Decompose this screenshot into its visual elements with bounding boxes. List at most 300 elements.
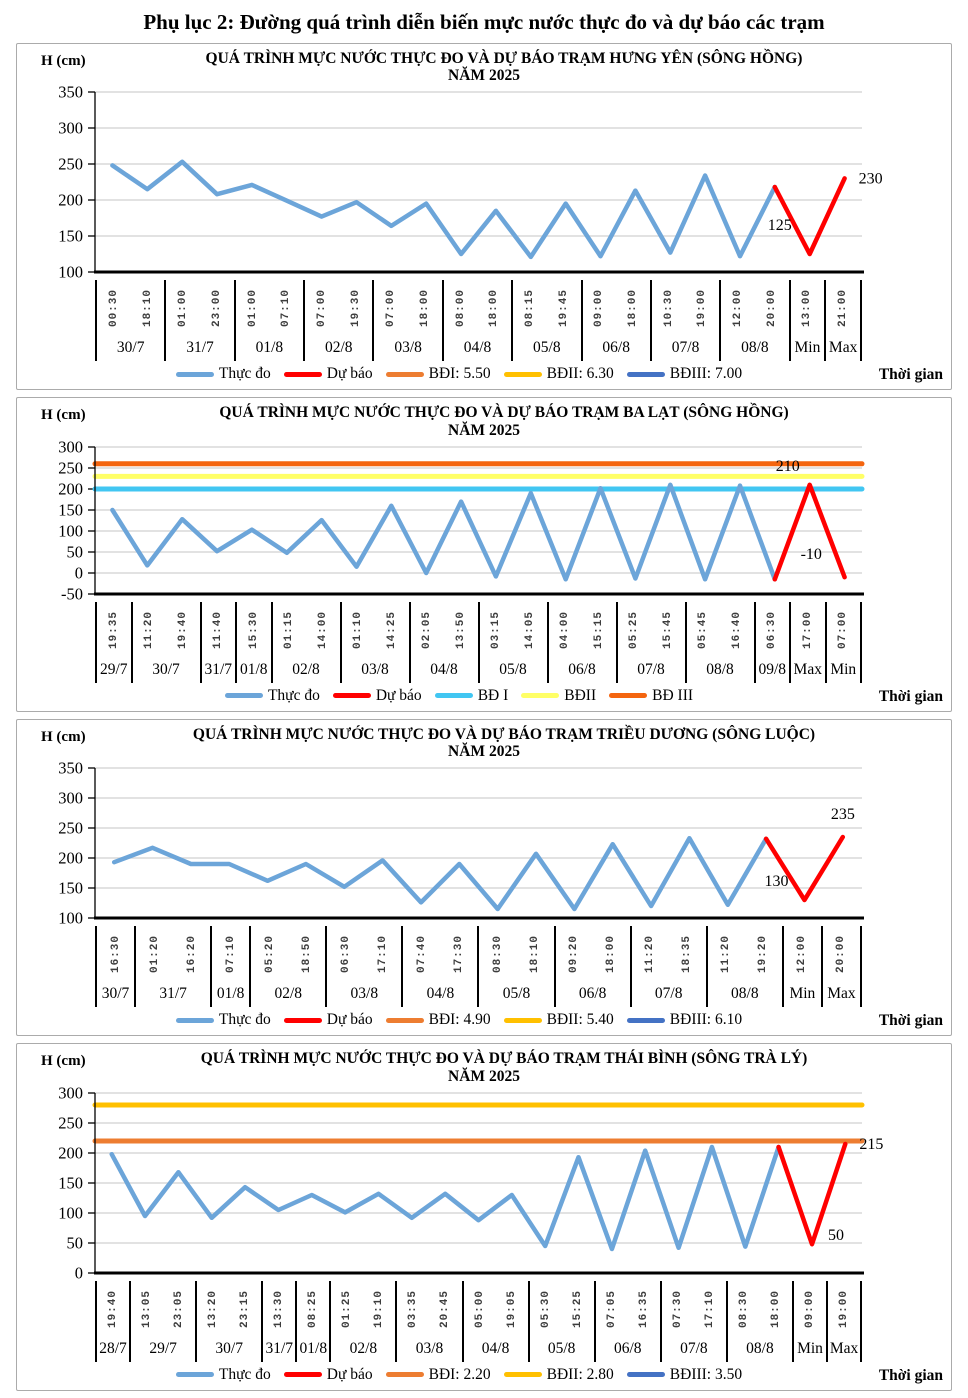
- x-date-group: [719, 280, 788, 361]
- x-time-label: 05:45: [697, 610, 710, 649]
- x-date-group: [789, 602, 825, 683]
- x-date-label: 06/8: [578, 985, 607, 1003]
- x-date-label: 08/8: [741, 339, 769, 357]
- legend-line-swatch: [284, 372, 322, 377]
- legend-item: [521, 687, 596, 705]
- x-time-label: 02:05: [421, 610, 434, 649]
- x-date-label: Max: [828, 339, 858, 357]
- x-date-label: 30/7: [215, 1339, 243, 1357]
- x-time-label: 11:20: [644, 935, 657, 974]
- x-date-group: [650, 280, 719, 361]
- x-date-label: 05/8: [502, 985, 531, 1003]
- x-time-label: 07:05: [605, 1289, 618, 1328]
- x-date-group: [825, 602, 863, 683]
- x-date-label: 30/7: [101, 985, 130, 1003]
- x-time-label: 18:35: [681, 935, 694, 974]
- x-date-group: [261, 1281, 295, 1362]
- y-tick-label: 100: [58, 521, 83, 541]
- legend-line-swatch: [176, 1018, 214, 1023]
- x-date-label: 31/7: [159, 985, 187, 1003]
- x-time-label: 07:30: [671, 1289, 684, 1328]
- x-date-group: [821, 926, 862, 1007]
- line-chart-canvas: [17, 1085, 951, 1281]
- x-time-label: 18:10: [141, 289, 154, 328]
- x-time-label: 01:15: [283, 610, 296, 649]
- x-date-group: [726, 1281, 792, 1362]
- legend-item: [284, 1366, 373, 1384]
- x-axis-title: Thời gian: [878, 366, 943, 384]
- series-observed: [112, 1147, 779, 1249]
- x-date-group: [782, 926, 821, 1007]
- x-date-label: 06/8: [602, 339, 630, 357]
- x-time-label: 10:30: [662, 289, 675, 328]
- x-time-label: 18:00: [627, 289, 640, 328]
- legend-item: [627, 1366, 742, 1384]
- x-date-label: 08/8: [746, 1339, 774, 1357]
- x-date-group: [271, 602, 340, 683]
- x-time-label: 16:20: [185, 935, 198, 974]
- x-time-label: 19:45: [557, 289, 570, 328]
- legend-line-swatch: [504, 372, 542, 377]
- x-time-label: 19:00: [838, 1289, 851, 1328]
- x-date-label: 01/8: [255, 339, 284, 357]
- series-forecast: [775, 485, 845, 580]
- x-time-label: 05:00: [473, 1289, 486, 1328]
- x-time-label: 17:10: [376, 935, 389, 974]
- x-time-label: 23:00: [210, 289, 223, 328]
- y-tick-label: 300: [58, 438, 83, 457]
- x-date-label: Min: [794, 339, 821, 357]
- legend-item: [176, 1366, 271, 1384]
- y-tick-label: 100: [58, 908, 83, 927]
- x-date-label: 30/7: [152, 660, 180, 678]
- x-axis-table: [95, 1281, 862, 1362]
- x-time-label: 07:40: [415, 935, 428, 974]
- y-tick-label: 150: [58, 1173, 83, 1193]
- x-axis-title: Thời gian: [878, 1012, 943, 1030]
- legend-label: Dự báo: [326, 1365, 373, 1383]
- series-observed: [112, 485, 774, 580]
- legend-line-swatch: [284, 1372, 322, 1377]
- x-date-group: [95, 602, 131, 683]
- x-time-label: 09:20: [568, 935, 581, 974]
- y-tick-label: 250: [58, 154, 83, 174]
- legend-label: Dự báo: [326, 365, 373, 383]
- x-date-group: [395, 1281, 461, 1362]
- x-date-label: 08/8: [706, 660, 734, 678]
- chart-title: QUÁ TRÌNH MỰC NƯỚC THỰC ĐO VÀ DỰ BÁO TRẠM THÁI BÌNH (SÔNG TRÀ LÝ): [200, 1050, 808, 1068]
- x-date-label: 07/8: [637, 660, 665, 678]
- legend-line-swatch: [609, 693, 647, 698]
- y-tick-label: 250: [58, 818, 83, 838]
- legend-line-swatch: [435, 693, 473, 698]
- x-date-group: [442, 280, 511, 361]
- x-time-label: 19:40: [107, 1289, 120, 1328]
- x-time-label: 03:35: [407, 1289, 420, 1328]
- legend-label: Thực đo: [218, 1365, 271, 1383]
- legend-row: [17, 1007, 951, 1033]
- y-tick-label: -50: [61, 584, 83, 602]
- x-date-label: 03/8: [350, 985, 379, 1003]
- y-tick-label: 200: [58, 190, 83, 210]
- legend-row: [17, 1362, 951, 1388]
- point-label: 230: [858, 170, 883, 188]
- x-time-label: 20:45: [439, 1289, 452, 1328]
- legend-line-swatch: [176, 1372, 214, 1377]
- x-date-group: [792, 1281, 826, 1362]
- x-date-group: [511, 280, 580, 361]
- legend-item: [284, 1011, 373, 1029]
- legend-item: [609, 687, 693, 705]
- y-tick-label: 150: [58, 500, 83, 520]
- legend-item: [176, 1011, 271, 1029]
- x-time-label: 07:10: [224, 935, 237, 974]
- x-date-label: 02/8: [349, 1339, 378, 1357]
- x-date-group: [409, 602, 478, 683]
- legend-item: [386, 1366, 491, 1384]
- chart-subtitle: NĂM 2025: [448, 67, 520, 85]
- x-time-label: 15:15: [592, 610, 605, 649]
- x-date-group: [401, 926, 477, 1007]
- x-time-label: 09:00: [593, 289, 606, 328]
- x-date-group: [462, 1281, 528, 1362]
- x-date-label: 28/7: [99, 1339, 127, 1357]
- x-axis-table: [95, 926, 862, 1007]
- x-time-label: 18:00: [769, 1289, 782, 1328]
- x-time-label: 12:00: [796, 935, 809, 974]
- x-date-group: [303, 280, 372, 361]
- y-tick-label: 0: [74, 1263, 83, 1281]
- x-date-group: [340, 602, 409, 683]
- x-time-label: 05:20: [263, 935, 276, 974]
- x-date-label: Min: [797, 1339, 823, 1357]
- x-date-group: [616, 602, 685, 683]
- x-time-label: 07:00: [385, 289, 398, 328]
- legend-item: [627, 365, 742, 383]
- x-time-label: 13:50: [454, 610, 467, 649]
- y-tick-label: 100: [58, 262, 83, 281]
- x-date-label: 04/8: [426, 985, 455, 1003]
- legend-items: [17, 1366, 951, 1384]
- x-time-label: 06:30: [339, 935, 352, 974]
- y-tick-label: 250: [58, 458, 83, 478]
- legend-row: [17, 361, 951, 387]
- series-observed: [112, 162, 774, 257]
- x-date-label: 03/8: [394, 339, 422, 357]
- y-tick-label: 200: [58, 1143, 83, 1163]
- x-time-label: 16:40: [730, 610, 743, 649]
- legend-line-swatch: [627, 1372, 665, 1377]
- x-time-label: 23:15: [239, 1289, 252, 1328]
- y-tick-label: 300: [58, 788, 83, 808]
- x-date-label: 05/8: [547, 1339, 576, 1357]
- x-time-label: 08:15: [523, 289, 536, 328]
- y-axis-unit-label: H (cm): [41, 1053, 86, 1070]
- legend-label: BĐI: 4.90: [428, 1011, 491, 1029]
- x-date-label: Min: [789, 985, 816, 1003]
- chart-panel-thai-binh: [16, 1043, 952, 1390]
- legend-item: [284, 365, 373, 383]
- x-date-label: 06/8: [613, 1339, 642, 1357]
- y-tick-label: 150: [58, 226, 83, 246]
- y-axis-unit-label: H (cm): [41, 407, 86, 424]
- x-time-label: 19:35: [107, 610, 120, 649]
- x-time-label: 07:00: [837, 610, 850, 649]
- x-time-label: 19:05: [505, 1289, 518, 1328]
- x-time-label: 17:30: [452, 935, 465, 974]
- y-tick-label: 350: [58, 84, 83, 102]
- legend-line-swatch: [386, 1372, 424, 1377]
- x-time-label: 17:00: [801, 610, 814, 649]
- x-date-label: 02/8: [324, 339, 353, 357]
- x-date-label: 29/7: [149, 1339, 177, 1357]
- x-date-label: 06/8: [568, 660, 596, 678]
- x-date-label: 04/8: [463, 339, 492, 357]
- x-date-group: [95, 280, 164, 361]
- chart-title: QUÁ TRÌNH MỰC NƯỚC THỰC ĐO VÀ DỰ BÁO TRẠM HƯNG YÊN (SÔNG HỒNG): [205, 50, 803, 67]
- x-date-group: [706, 926, 782, 1007]
- legend-label: BĐI: 2.20: [428, 1365, 491, 1383]
- x-time-label: 05:30: [539, 1289, 552, 1328]
- x-time-label: 19:10: [373, 1289, 386, 1328]
- x-date-label: 01/8: [239, 660, 268, 678]
- legend-row: [17, 683, 951, 709]
- x-date-group: [372, 280, 441, 361]
- x-date-group: [95, 926, 134, 1007]
- y-tick-label: 300: [58, 118, 83, 138]
- x-time-label: 07:10: [280, 289, 293, 328]
- y-tick-label: 0: [74, 563, 83, 583]
- chart-subtitle: NĂM 2025: [448, 743, 520, 761]
- x-date-label: Max: [793, 660, 822, 678]
- legend-line-swatch: [386, 1018, 424, 1023]
- legend-item: [504, 365, 614, 383]
- x-time-label: 13:20: [207, 1289, 220, 1328]
- legend-label: BĐ I: [477, 686, 509, 704]
- legend-label: BĐ III: [652, 686, 694, 704]
- legend-label: BĐII: [564, 686, 597, 704]
- line-chart-canvas: [17, 439, 951, 602]
- point-label: 210: [775, 457, 800, 475]
- x-date-label: 09/8: [758, 660, 787, 678]
- x-date-group: [547, 602, 616, 683]
- legend-line-swatch: [627, 372, 665, 377]
- y-tick-label: 50: [66, 542, 83, 562]
- x-date-label: 31/7: [186, 339, 214, 357]
- x-date-group: [826, 1281, 862, 1362]
- x-time-label: 16:35: [637, 1289, 650, 1328]
- chart-title: QUÁ TRÌNH MỰC NƯỚC THỰC ĐO VÀ DỰ BÁO TRẠM TRIỀU DƯƠNG (SÔNG LUỘC): [192, 725, 816, 743]
- legend-items: [17, 365, 951, 383]
- x-date-label: Max: [827, 985, 856, 1003]
- x-time-label: 04:00: [559, 610, 572, 649]
- y-tick-label: 250: [58, 1113, 83, 1133]
- chart-title: QUÁ TRÌNH MỰC NƯỚC THỰC ĐO VÀ DỰ BÁO TRẠM BA LẠT (SÔNG HỒNG): [219, 404, 789, 422]
- line-chart-canvas: [17, 84, 951, 280]
- line-chart-canvas: [17, 760, 951, 926]
- legend-item: [627, 1011, 742, 1029]
- legend-label: BĐII: 6.30: [546, 365, 614, 383]
- x-time-label: 18:50: [300, 935, 313, 974]
- x-time-label: 08:00: [454, 289, 467, 328]
- x-time-label: 08:30: [491, 935, 504, 974]
- x-date-group: [594, 1281, 660, 1362]
- legend-label: BĐIII: 3.50: [669, 1365, 743, 1383]
- chart-layers: [58, 1085, 883, 1281]
- x-time-label: 01:10: [352, 610, 365, 649]
- x-date-group: [581, 280, 650, 361]
- x-date-label: 08/8: [731, 985, 759, 1003]
- x-time-label: 01:00: [177, 289, 190, 328]
- x-date-group: [478, 602, 547, 683]
- x-date-group: [234, 280, 303, 361]
- x-time-label: 18:10: [529, 935, 542, 974]
- x-time-label: 13:30: [273, 1289, 286, 1328]
- legend-item: [333, 687, 422, 705]
- y-tick-label: 350: [58, 760, 83, 778]
- legend-item: [176, 365, 271, 383]
- legend-line-swatch: [627, 1018, 665, 1023]
- chart-layers: [58, 439, 864, 602]
- point-label: 130: [764, 873, 789, 891]
- legend-line-swatch: [386, 372, 424, 377]
- y-tick-label: 200: [58, 848, 83, 868]
- x-time-label: 03:15: [490, 610, 503, 649]
- chart-panel-trieu-duong: [16, 719, 952, 1036]
- x-date-label: 29/7: [99, 660, 128, 678]
- x-time-label: 19:30: [349, 289, 362, 328]
- x-date-group: [210, 926, 249, 1007]
- x-date-group: [477, 926, 553, 1007]
- legend-item: [225, 687, 320, 705]
- x-time-label: 15:45: [661, 610, 674, 649]
- x-date-label: 07/8: [680, 1339, 708, 1357]
- x-date-group: [200, 602, 236, 683]
- x-date-label: Max: [829, 1339, 859, 1357]
- legend-line-swatch: [333, 693, 371, 698]
- point-label: 50: [827, 1226, 844, 1244]
- x-date-label: 01/8: [299, 1339, 328, 1357]
- legend-item: [504, 1011, 614, 1029]
- legend-line-swatch: [176, 372, 214, 377]
- x-time-label: 19:00: [696, 289, 709, 328]
- x-time-label: 20:00: [835, 935, 848, 974]
- x-time-label: 23:05: [173, 1289, 186, 1328]
- legend-item: [386, 365, 491, 383]
- x-date-group: [754, 602, 790, 683]
- x-time-label: 11:40: [212, 610, 225, 649]
- point-label: 235: [830, 806, 855, 824]
- x-time-label: 14:05: [523, 610, 536, 649]
- x-date-label: 04/8: [481, 1339, 510, 1357]
- x-date-label: 05/8: [499, 660, 527, 678]
- x-date-label: 07/8: [654, 985, 683, 1003]
- chart-layers: [58, 760, 864, 926]
- x-time-label: 07:00: [315, 289, 328, 328]
- x-date-group: [789, 280, 825, 361]
- legend-label: Thực đo: [267, 686, 320, 704]
- x-time-label: 17:10: [703, 1289, 716, 1328]
- x-date-group: [685, 602, 754, 683]
- x-time-label: 05:25: [628, 610, 641, 649]
- chart-subtitle: NĂM 2025: [448, 1067, 520, 1085]
- x-time-label: 14:25: [385, 610, 398, 649]
- legend-line-swatch: [284, 1018, 322, 1023]
- x-date-label: 03/8: [361, 660, 389, 678]
- legend-label: BĐI: 5.50: [428, 365, 491, 383]
- chart-layers: [58, 84, 882, 280]
- x-time-label: 19:20: [757, 935, 770, 974]
- x-axis-table: [95, 280, 862, 361]
- legend-label: Dự báo: [326, 1011, 373, 1029]
- x-time-label: 15:25: [571, 1289, 584, 1328]
- legend-item: [386, 1011, 491, 1029]
- x-time-label: 18:00: [418, 289, 431, 328]
- x-date-label: 02/8: [292, 660, 320, 678]
- x-date-label: 31/7: [204, 660, 233, 678]
- legend-items: [17, 687, 951, 705]
- legend-line-swatch: [225, 693, 263, 698]
- x-time-label: 12:00: [732, 289, 745, 328]
- legend-line-swatch: [504, 1018, 542, 1023]
- legend-line-swatch: [504, 1372, 542, 1377]
- x-date-group: [554, 926, 630, 1007]
- chart-subtitle: NĂM 2025: [448, 421, 520, 439]
- x-date-label: 03/8: [415, 1339, 444, 1357]
- x-date-label: Min: [830, 660, 857, 678]
- legend-label: BĐII: 2.80: [546, 1365, 614, 1383]
- legend-label: BĐIII: 7.00: [669, 365, 743, 383]
- y-axis-unit-label: H (cm): [41, 53, 86, 69]
- x-time-label: 21:00: [837, 289, 850, 328]
- legend-item: [435, 687, 509, 705]
- x-date-group: [329, 1281, 395, 1362]
- legend-items: [17, 1011, 951, 1029]
- x-time-label: 11:20: [143, 610, 156, 649]
- x-date-label: 07/8: [671, 339, 700, 357]
- legend-item: [504, 1366, 614, 1384]
- legend-label: Thực đo: [218, 1011, 271, 1029]
- series-forecast: [766, 837, 843, 900]
- legend-label: BĐIII: 6.10: [669, 1011, 743, 1029]
- x-date-label: 04/8: [430, 660, 458, 678]
- x-date-group: [528, 1281, 594, 1362]
- x-time-label: 20:00: [765, 289, 778, 328]
- x-date-group: [660, 1281, 726, 1362]
- x-axis-title: Thời gian: [878, 687, 943, 705]
- x-date-group: [129, 1281, 195, 1362]
- x-date-group: [95, 1281, 129, 1362]
- legend-label: BĐII: 5.40: [546, 1011, 614, 1029]
- x-date-label: 31/7: [265, 1339, 294, 1357]
- x-date-label: 30/7: [116, 339, 145, 357]
- x-date-group: [131, 602, 200, 683]
- series-observed: [114, 838, 766, 909]
- x-date-group: [134, 926, 210, 1007]
- x-date-label: 02/8: [274, 985, 303, 1003]
- x-time-label: 01:25: [341, 1289, 354, 1328]
- x-date-group: [249, 926, 325, 1007]
- y-tick-label: 100: [58, 1203, 83, 1223]
- legend-label: Dự báo: [375, 686, 422, 704]
- x-date-group: [235, 602, 271, 683]
- chart-panel-hung-yen: [16, 43, 952, 390]
- document-title: Phụ lục 2: Đường quá trình diễn biến mực nước thực đo và dự báo các trạm: [143, 10, 825, 34]
- x-date-group: [295, 1281, 329, 1362]
- point-label: 125: [767, 217, 792, 235]
- x-date-label: 05/8: [533, 339, 561, 357]
- x-time-label: 19:40: [176, 610, 189, 649]
